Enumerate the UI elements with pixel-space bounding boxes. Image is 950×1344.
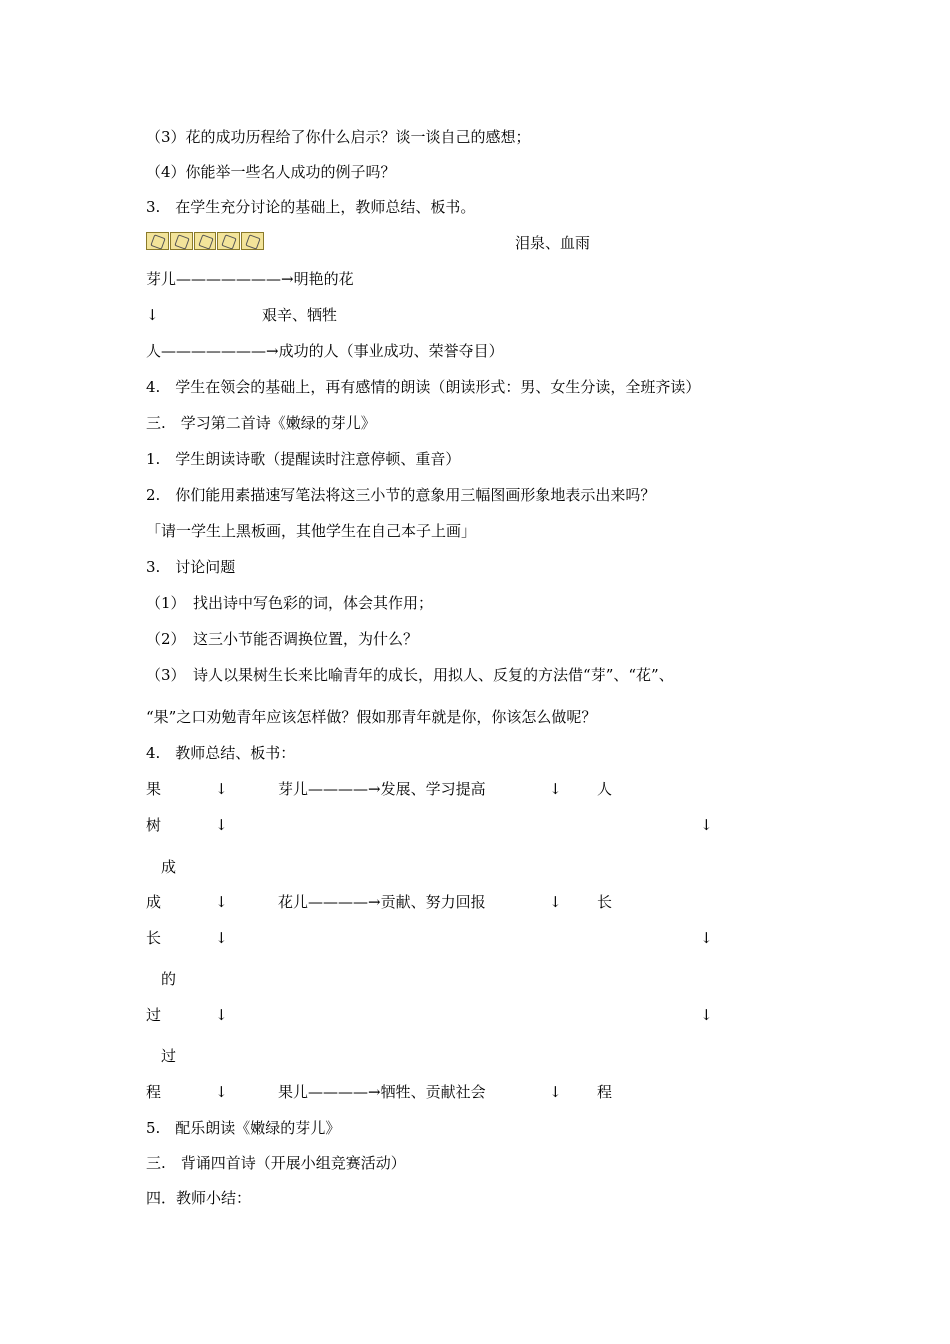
down-arrow: ↓	[215, 780, 228, 798]
board-char: 长	[146, 929, 162, 947]
text-line: 5. 配乐朗读《嫩绿的芽儿》	[146, 1119, 341, 1137]
board-row: 果儿————→牺牲、贡献社会	[278, 1083, 486, 1101]
decorative-stamp-strip	[146, 232, 264, 250]
text-line: 3. 讨论问题	[146, 558, 236, 576]
board-char: 程	[146, 1083, 162, 1101]
board-row: 芽儿————→发展、学习提高	[278, 780, 486, 798]
board-row: 花儿————→贡献、努力回报	[278, 893, 486, 911]
section-heading: 三. 背诵四首诗（开展小组竞赛活动）	[146, 1154, 406, 1172]
board-char: 的	[161, 970, 177, 988]
text-line: 4. 学生在领会的基础上，再有感情的朗读（朗读形式：男、女生分读，全班齐读）	[146, 378, 701, 396]
board-char: 人	[597, 780, 613, 798]
board-line: 人———————→成功的人（事业成功、荣誉夺目）	[146, 342, 504, 360]
down-arrow: ↓	[549, 893, 562, 911]
text-line: 2. 你们能用素描速写笔法将这三小节的意象用三幅图画形象地表示出来吗？	[146, 486, 656, 504]
down-arrow: ↓	[549, 780, 562, 798]
board-line: 芽儿———————→明艳的花	[146, 270, 354, 288]
text-line: 「请一学生上黑板画，其他学生在自己本子上画」	[146, 522, 477, 540]
down-arrow: ↓	[700, 816, 713, 834]
down-arrow: ↓	[215, 893, 228, 911]
board-char: 树	[146, 816, 162, 834]
text-line: 4. 教师总结、板书：	[146, 744, 296, 762]
board-char: 成	[161, 858, 177, 876]
board-char: 过	[161, 1047, 177, 1065]
board-char: 成	[146, 893, 162, 911]
board-char: 程	[597, 1083, 613, 1101]
text-line: （2） 这三小节能否调换位置，为什么？	[146, 630, 419, 648]
down-arrow: ↓	[215, 1083, 228, 1101]
board-char: 长	[597, 893, 613, 911]
board-char: 过	[146, 1006, 162, 1024]
down-arrow: ↓	[700, 929, 713, 947]
text-line: 3. 在学生充分讨论的基础上，教师总结、板书。	[146, 198, 476, 216]
down-arrow: ↓	[700, 1006, 713, 1024]
text-line: （1） 找出诗中写色彩的词，体会其作用；	[146, 594, 434, 612]
board-label-top: 泪泉、血雨	[515, 234, 591, 252]
down-arrow: ↓	[549, 1083, 562, 1101]
text-line: （3） 诗人以果树生长来比喻青年的成长，用拟人、反复的方法借“芽”、“花”、	[146, 666, 674, 684]
board-label-middle: 艰辛、牺牲	[262, 306, 338, 324]
section-heading: 四．教师小结：	[146, 1189, 252, 1207]
down-arrow: ↓	[215, 816, 228, 834]
down-arrow: ↓	[146, 306, 159, 324]
down-arrow: ↓	[215, 1006, 228, 1024]
text-line: 1. 学生朗读诗歌（提醒读时注意停顿、重音）	[146, 450, 461, 468]
board-char: 果	[146, 780, 162, 798]
section-heading: 三. 学习第二首诗《嫩绿的芽儿》	[146, 414, 376, 432]
text-line: （3）花的成功历程给了你什么启示？谈一谈自己的感想；	[146, 128, 531, 146]
text-line: （4）你能举一些名人成功的例子吗？	[146, 163, 396, 181]
text-line: “果”之口劝勉青年应该怎样做？假如那青年就是你，你该怎么做呢？	[146, 708, 597, 726]
down-arrow: ↓	[215, 929, 228, 947]
